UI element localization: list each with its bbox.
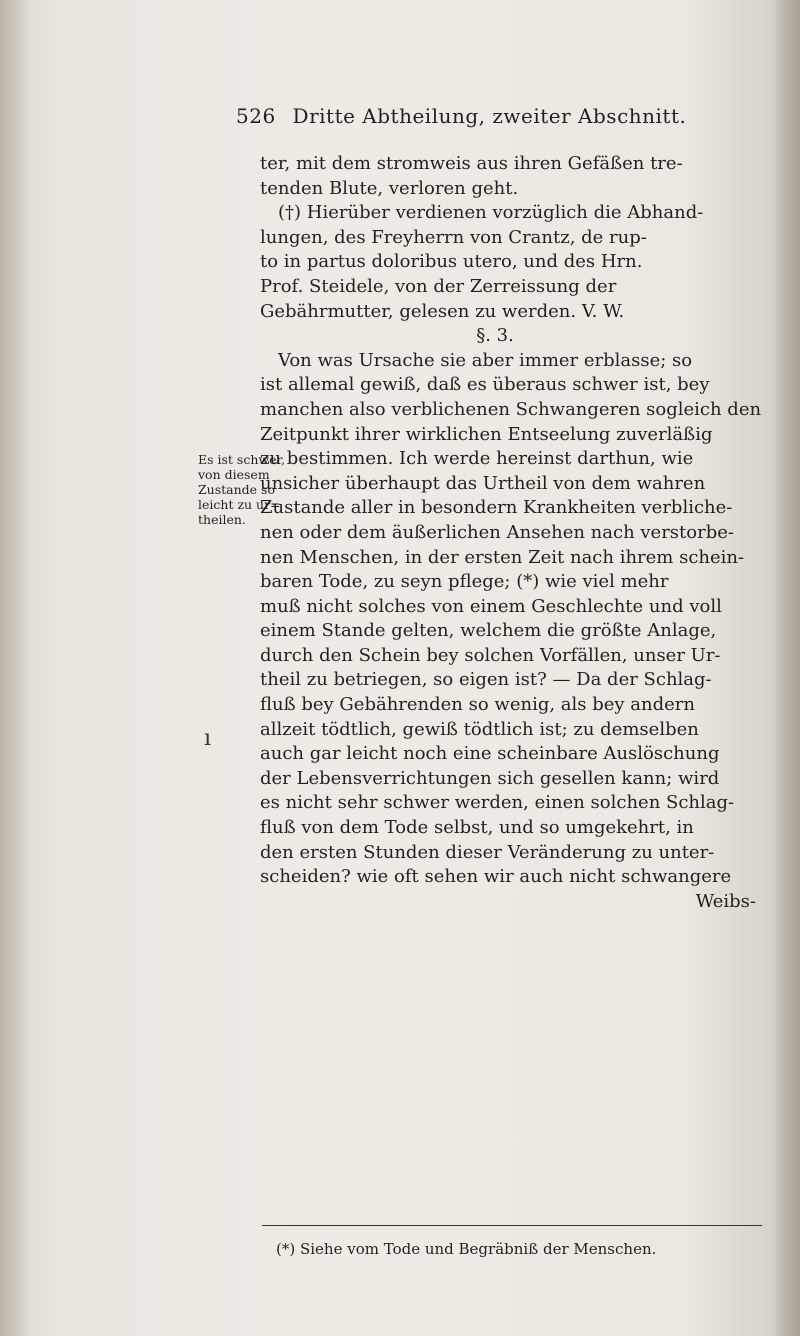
text-line: nen oder dem äußerlichen Ansehen nach verstorbe-	[260, 521, 734, 543]
text-line: unsicher überhaupt das Urtheil von dem wahren	[260, 472, 706, 494]
text-line: lungen, des Freyherrn von Crantz, de rup-	[260, 226, 647, 248]
text-line: durch den Schein bey solchen Vorfällen, unser Ur-	[260, 644, 721, 666]
text-line: Gebährmutter, gelesen zu werden. V. W.	[260, 300, 625, 322]
running-header	[236, 104, 687, 128]
text-line: allzeit tödtlich, gewiß tödtlich ist; zu demselben	[260, 718, 699, 740]
footnote: (*) Siehe vom Tode und Begräbniß der Menschen.	[276, 1240, 657, 1258]
page-gutter-shadow	[0, 0, 30, 1336]
text-line: Zeitpunkt ihrer wirklichen Entseelung zuverläßig	[260, 423, 713, 445]
paragraph-start-line: Von was Ursache sie aber immer erblasse; so	[278, 349, 693, 371]
text-line: ter, mit dem stromweis aus ihren Gefäßen tre-	[260, 153, 683, 174]
text-line: scheiden? wie oft sehen wir auch nicht schwangere	[260, 866, 732, 888]
text-line: der Lebensverrichtungen sich gesellen kann; wird	[260, 767, 720, 789]
text-line: theil zu betriegen, so eigen ist? — Da der Schlag-	[260, 669, 712, 691]
section-heading: §. 3.	[476, 325, 514, 347]
text-line: ist allemal gewiß, daß es überaus schwer ist, bey	[260, 374, 710, 396]
text-line: einem Stande gelten, welchem die größte Anlage,	[260, 620, 717, 642]
marginal-note-line: Es ist schwer,	[198, 452, 286, 467]
page-number: 526	[236, 104, 276, 128]
text-line: Zustande aller in besondern Krankheiten verbliche-	[260, 497, 733, 519]
text-line: tenden Blute, verloren geht.	[260, 177, 519, 199]
page-edge-shadow	[774, 0, 800, 1336]
margin-mark: ı	[204, 726, 212, 751]
text-line: fluß von dem Tode selbst, und so umgekehrt, in	[260, 817, 694, 839]
text-line: nen Menschen, in der ersten Zeit nach ihrem schein-	[260, 546, 745, 568]
marginal-note-line: von diesem	[198, 467, 270, 482]
text-line: fluß bey Gebährenden so wenig, als bey andern	[260, 694, 696, 716]
marginal-note-line: Zustande so	[198, 482, 275, 497]
text-line: manchen also verblichenen Schwangeren sogleich den	[260, 398, 762, 420]
text-line: auch gar leicht noch eine scheinbare Auslöschung	[260, 743, 720, 765]
footnote-rule	[262, 1225, 762, 1226]
running-title: Dritte Abtheilung, zweiter Abschnitt.	[292, 104, 687, 128]
text-line: Prof. Steidele, von der Zerreissung der	[260, 275, 617, 297]
text-line: es nicht sehr schwer werden, einen solchen Schlag-	[260, 792, 735, 814]
catchword: Weibs-	[695, 890, 756, 912]
marginal-note-line: leicht zu ur=	[198, 497, 281, 512]
marginal-note	[198, 452, 286, 527]
marginal-note-line: theilen.	[198, 512, 246, 527]
text-line: to in partus doloribus utero, und des Hrn.	[260, 251, 643, 273]
text-line: den ersten Stunden dieser Veränderung zu unter-	[260, 841, 715, 863]
text-line: baren Tode, zu seyn pflege; (*) wie viel mehr	[260, 571, 669, 593]
text-line: zu bestimmen. Ich werde hereinst darthun, wie	[260, 448, 694, 470]
footnote-dagger-line: (†) Hierüber verdienen vorzüglich die Abhand-	[278, 202, 704, 224]
body-text	[260, 152, 770, 914]
text-line: muß nicht solches von einem Geschlechte und voll	[260, 595, 722, 617]
